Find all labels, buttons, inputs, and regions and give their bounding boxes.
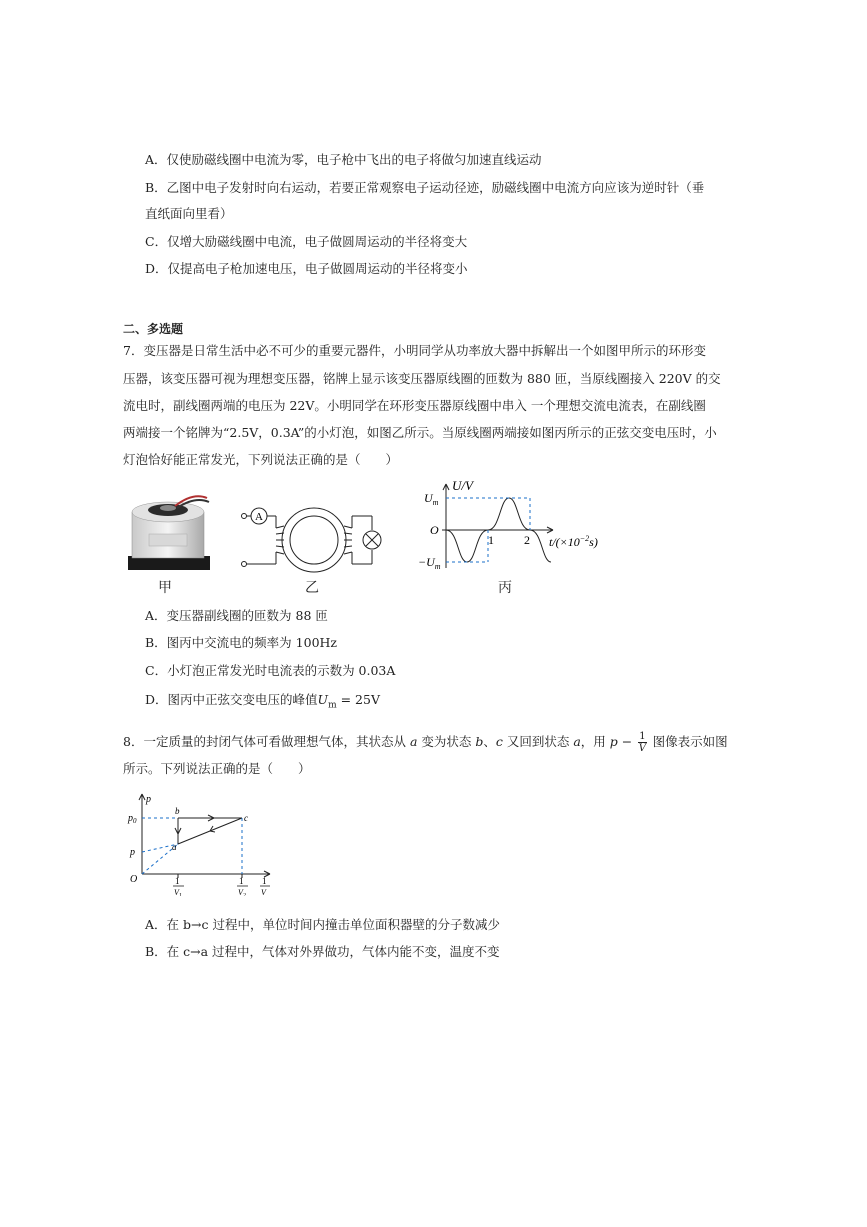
q7-option-c: C．小灯泡正常发光时电流表的示数为 0.03A [145,663,396,678]
figure-label-yi: 乙 [305,580,319,596]
graph-tick-1: 1 [488,533,494,547]
ammeter-label: A [255,511,263,523]
q7-stem-line1: 7．变压器是日常生活中必不可少的重要元器件，小明同学从功率放大器中拆解出一个如图甲所示的环形变 [123,343,706,358]
q6-option-a: A．仅使励磁线圈中电流为零，电子枪中飞出的电子将做匀加速直线运动 [145,152,542,167]
svg-text:U/V [452,478,475,493]
graph-tick-2: 2 [524,533,530,547]
q7-stem-line4: 两端接一个铭牌为“2.5V，0.3A”的小灯泡，如图乙所示。当原线圈两端接如图丙所示的正弦交变电压时，小 [123,425,717,440]
transformer-photo [125,490,215,572]
figure-label-bing: 丙 [498,580,512,596]
state-c-label: c [244,813,248,823]
x2-fraction-denominator: V [238,888,243,896]
graph-um-label: U [424,491,433,505]
state-a-label: a [172,842,177,852]
x2-fraction-numerator: 1 [239,876,244,886]
state-b-label: b [175,806,180,816]
graph-x-axis-label: t/(×10 [549,535,580,549]
svg-text:Um [424,491,439,507]
svg-text:−Um [418,555,441,570]
graph-p0-label: p [128,813,133,824]
svg-text:p0 [127,813,137,825]
q7-option-b: B．图丙中交流电的频率为 100Hz [145,635,338,650]
x2-fraction-subscript: 2 [242,893,246,896]
graph-p0-subscript: 0 [133,817,137,825]
q6-option-d: D．仅提高电子枪加速电压，电子做圆周运动的半径将变小 [145,261,468,276]
svg-text:O [430,523,439,537]
graph-p-axis-label: p [146,794,151,805]
graph-y-axis-label: U/V [452,478,473,493]
q7-stem-line2: 压器，该变压器可视为理想变压器，铭牌上显示该变压器原线圈的匝数为 880 匝，当原线圈接入 220V 的交 [123,371,721,386]
q7-stem-line5: 灯泡恰好能正常发光，下列说法正确的是（ ） [123,452,399,467]
graph-x-axis-unit: s) [589,535,598,549]
q7-option-a: A．变压器副线圈的匝数为 88 匝 [145,608,328,623]
q7-option-d: D．图丙中正弦交变电压的峰值$U_m = 25V$ [145,692,380,711]
voltage-sine-graph [418,478,618,570]
transformer-circuit-diagram [238,498,388,574]
x-axis-fraction-numerator: 1 [262,876,267,886]
svg-text:V2 [238,888,246,896]
x1-fraction-numerator: 1 [175,876,180,886]
x1-fraction-subscript: 1 [178,893,182,896]
section-title: 二、多选题 [123,322,184,336]
q8-option-b: B．在 c→a 过程中，气体对外界做功，气体内能不变，温度不变 [145,944,500,959]
q8-stem-line1: 8．一定质量的封闭气体可看做理想气体，其状态从 a 变为状态 b、c 又回到状态 a，用 p − $\frac{1}{V}$ 图像表示如图 [123,731,728,754]
x1-fraction-denominator: V [174,888,179,896]
graph-origin-label: O [430,523,439,537]
q6-option-b-line2: 直纸面向里看） [145,206,233,221]
svg-text:t/(×10−2s) [549,534,598,549]
q6-option-c: C．仅增大励磁线圈中电流，电子做圆周运动的半径将变大 [145,234,468,249]
graph-neg-um-subscript: m [434,562,441,570]
q8-option-a: A．在 b→c 过程中，单位时间内撞击单位面积器壁的分子数减少 [145,917,500,932]
graph-neg-um-label: −U [418,555,435,569]
q8-stem-line2: 所示。下列说法正确的是（ ） [123,761,311,776]
graph-origin-label: O [130,874,138,885]
x-axis-fraction-denominator: V [261,888,266,896]
q7-stem-line3: 流电时，副线圈两端的电压为 22V。小明同学在环形变压器原线圈中串入 一个理想交流电流表，在副线圈 [123,398,706,413]
graph-um-subscript: m [432,498,439,507]
graph-x-axis-exponent: −2 [579,534,590,543]
svg-text:V1 [174,888,182,896]
svg-text:1 [488,533,494,547]
q6-option-b-line1: B．乙图中电子发射时向右运动，若要正常观察电子运动径迹，励磁线圈中电流方向应该为逆时针（垂 [145,180,705,195]
figure-label-jia: 甲 [158,580,172,596]
graph-p-label: p [130,847,135,858]
p-inverse-v-graph [120,790,280,896]
svg-text:2 [524,533,530,547]
